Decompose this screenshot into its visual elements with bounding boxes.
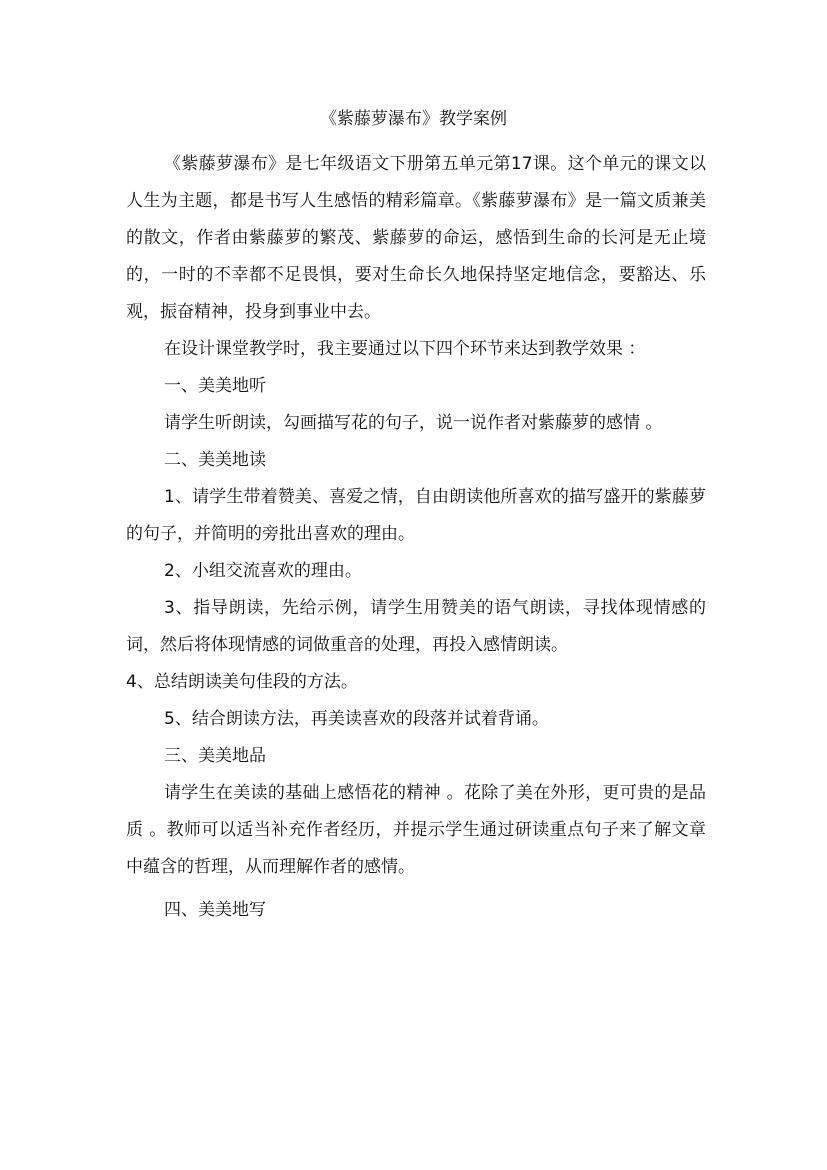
- read-step-1: 1、请学生带着赞美、喜爱之情，自由朗读他所喜欢的描写盛开的紫藤萝的句子，并简明的旁批出喜欢的理由。: [126, 487, 706, 544]
- section-heading-read: 二、美美地读: [164, 450, 266, 470]
- read-step-4: 4、总结朗读美句佳段的方法。: [126, 672, 358, 692]
- section-heading-write: 四、美美地写: [164, 900, 266, 920]
- document-body: [126, 146, 706, 929]
- listen-paragraph: 请学生听朗读，勾画描写花的句子，说一说作者对紫藤萝的感情 。: [164, 413, 663, 433]
- section-heading-listen: 一、美美地听: [164, 376, 266, 396]
- read-step-2: 2、小组交流喜欢的理由。: [164, 561, 362, 581]
- read-step-3: 3、指导朗读，先给示例，请学生用赞美的语气朗读，寻找体现情感的词，然后将体现情感的词做重音的处理，再投入感情朗读。: [126, 598, 706, 655]
- design-paragraph: 在设计课堂教学时，我主要通过以下四个环节来达到教学效果 ：: [164, 339, 646, 359]
- read-step-5: 5、结合朗读方法，再美读喜欢的段落并试着背诵。: [164, 709, 549, 729]
- section-heading-savor: 三、美美地品: [164, 746, 266, 766]
- document-title: 《紫藤萝瀑布》教学案例: [320, 109, 507, 129]
- intro-paragraph: 《紫藤萝瀑布》是七年级语文下册第五单元第17课。这个单元的课文以人生为主题，都是书写人生感悟的精彩篇章。《紫藤萝瀑布》是一篇文质兼美的散文，作者由紫藤萝的繁茂、紫藤萝的命运，感悟到生命的长河是无止境的，一时的不幸都不足畏惧，要对生命长久地保持坚定地信念，要豁达、乐观，振奋精神，投身到事业中去。: [126, 154, 706, 322]
- savor-paragraph: 请学生在美读的基础上感悟花的精神 。花除了美在外形，更可贵的是品质 。教师可以适当补充作者经历，并提示学生通过研读重点句子来了解文章中蕴含的哲理，从而理解作者的感情。: [126, 783, 706, 877]
